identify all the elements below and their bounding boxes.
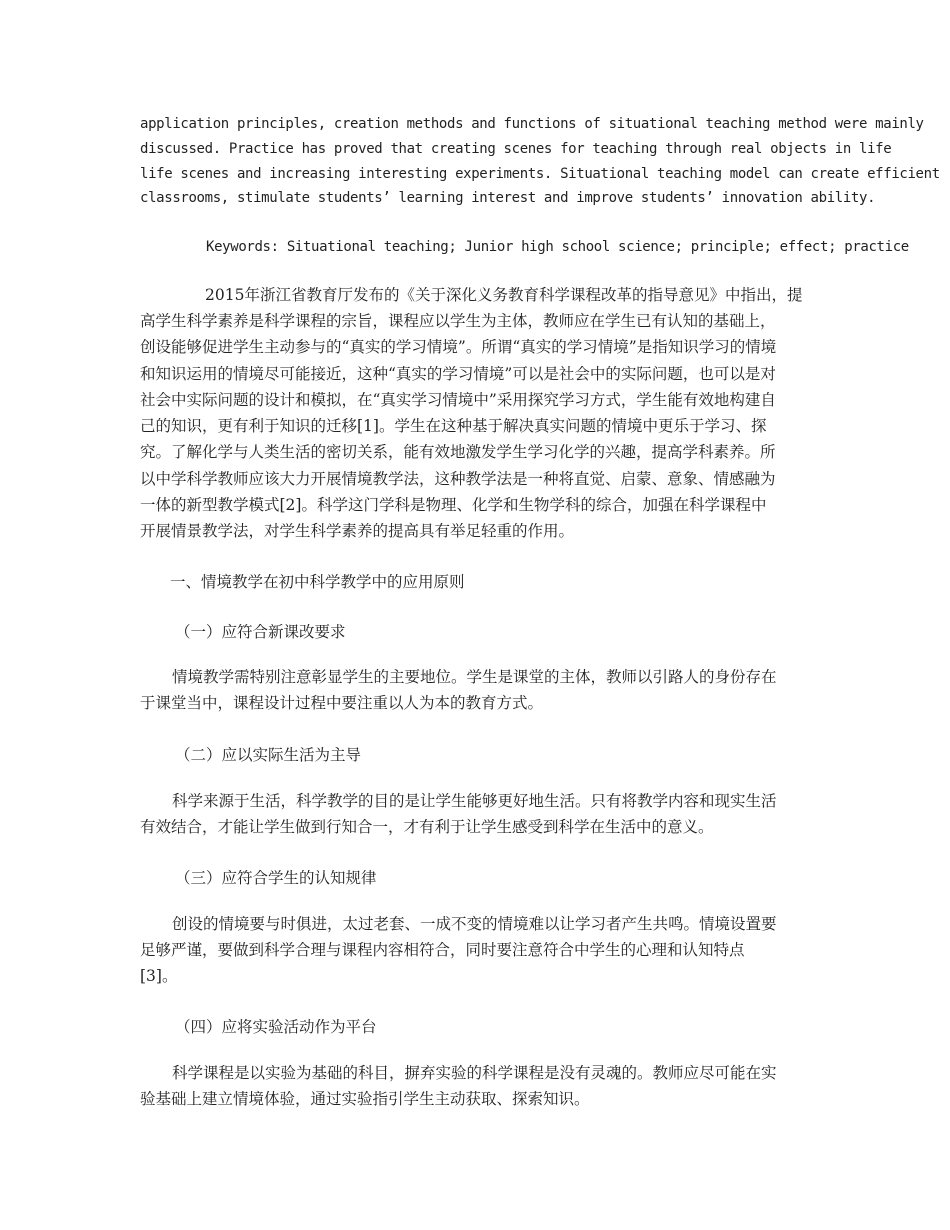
- intro-line: 高学生科学素养是科学课程的宗旨，课程应以学生为主体，教师应在学生已有认知的基础上，: [140, 312, 776, 330]
- intro-line: 究。了解化学与人类生活的密切关系，能有效地激发学生学习化学的兴趣，提高学科素养。所: [140, 443, 776, 461]
- intro-line: 2015年浙江省教育厅发布的《关于深化义务教育科学课程改革的指导意见》中指出，提: [205, 286, 803, 304]
- abstract-line: classrooms, stimulate students’ learning interest and improve students’ innovation ability.: [140, 190, 876, 206]
- subsection-heading: （二）应以实际生活为主导: [175, 746, 362, 764]
- body-line: 科学来源于生活，科学教学的目的是让学生能够更好地生活。只有将教学内容和现实生活: [172, 792, 777, 810]
- body-line: 验基础上建立情境体验，通过实验指引学生主动获取、探索知识。: [140, 1090, 590, 1108]
- abstract-line: life scenes and increasing interesting experiments. Situational teaching model can create efficient: [140, 166, 940, 182]
- keywords-label: Keywords:: [206, 239, 279, 255]
- body-line: 足够严谨，要做到科学合理与课程内容相符合，同时要注意符合中学生的心理和认知特点: [140, 941, 745, 959]
- intro-line: 创设能够促进学生主动参与的“真实的学习情境”。所谓“真实的学习情境”是指知识学习的情境: [140, 338, 777, 356]
- intro-line: 一体的新型教学模式[2]。科学这门学科是物理、化学和生物学科的综合，加强在科学课程中: [140, 496, 767, 514]
- intro-line: 和知识运用的情境尽可能接近，这种“真实的学习情境”可以是社会中的实际问题，也可以是对: [140, 365, 776, 383]
- body-line: 创设的情境要与时俱进，太过老套、一成不变的情境难以让学习者产生共鸣。情境设置要: [172, 915, 777, 933]
- keywords-text: Situational teaching; Junior high school science; principle; effect; practice: [286, 239, 909, 255]
- abstract-line: discussed. Practice has proved that creating scenes for teaching through real objects in life: [140, 141, 892, 157]
- subsection-heading: （四）应将实验活动作为平台: [175, 1018, 377, 1036]
- abstract-line: application principles, creation methods and functions of situational teaching method were mainly: [140, 116, 924, 132]
- keywords: [206, 235, 909, 260]
- intro-line: 开展情景教学法，对学生科学素养的提高具有举足轻重的作用。: [140, 522, 575, 540]
- body-line: 科学课程是以实验为基础的科目，摒弃实验的科学课程是没有灵魂的。教师应尽可能在实: [172, 1064, 777, 1082]
- intro-line: 己的知识，更有利于知识的迁移[1]。学生在这种基于解决真实问题的情境中更乐于学习、探: [140, 417, 767, 435]
- section-heading: 一、情境教学在初中科学教学中的应用原则: [170, 573, 465, 591]
- subsection-heading: （三）应符合学生的认知规律: [175, 869, 377, 887]
- intro-line: 以中学科学教师应该大力开展情境教学法，这种教学法是一种将直觉、启蒙、意象、情感融为: [140, 470, 776, 488]
- body-line: 于课堂当中，课程设计过程中要注重以人为本的教育方式。: [140, 694, 544, 712]
- body-line: 情境教学需特别注意彰显学生的主要地位。学生是课堂的主体，教师以引路人的身份存在: [172, 668, 777, 686]
- body-line: [3]。: [140, 967, 178, 985]
- subsection-heading: （一）应符合新课改要求: [175, 623, 346, 641]
- intro-line: 社会中实际问题的设计和模拟，在“真实学习情境中”采用探究学习方式，学生能有效地构建自: [140, 391, 776, 409]
- body-line: 有效结合，才能让学生做到行知合一，才有利于让学生感受到科学在生活中的意义。: [140, 818, 714, 836]
